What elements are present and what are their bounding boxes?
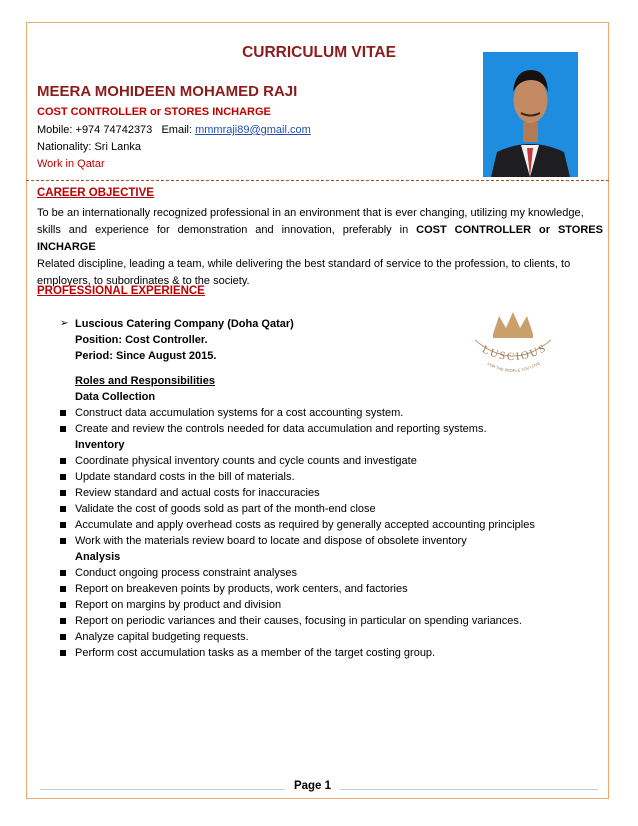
- square-bullet-icon: [60, 458, 66, 464]
- objective-line: To be an internationally recognized professional in an environment that is ever changing, utilizing my knowledge,: [37, 207, 584, 219]
- career-objective-text: [37, 205, 603, 290]
- nationality-text: Nationality: Sri Lanka: [37, 141, 141, 153]
- period-text: Period: Since August 2015.: [75, 350, 217, 362]
- position-text: Position: Cost Controller.: [75, 334, 208, 346]
- profile-photo: [483, 52, 578, 177]
- email-link[interactable]: mmmraji89@gmail.com: [195, 124, 311, 136]
- roles-heading: Roles and Responsibilities: [75, 375, 215, 387]
- square-bullet-icon: [60, 650, 66, 656]
- contact-line: [37, 124, 311, 136]
- luscious-logo: [463, 310, 563, 385]
- square-bullet-icon: [60, 506, 66, 512]
- square-bullet-icon: [60, 522, 66, 528]
- objective-bold-text: COST CONTROLLER or STORES INCHARGE: [37, 224, 603, 253]
- candidate-name: MEERA MOHIDEEN MOHAMED RAJI: [37, 83, 298, 100]
- career-objective-heading: CAREER OBJECTIVE: [37, 187, 154, 199]
- svg-text:LUSCIOUS: [480, 342, 549, 364]
- section-divider: [26, 180, 609, 181]
- email-label: Email:: [161, 124, 193, 136]
- section-title: Analysis: [75, 551, 121, 563]
- square-bullet-icon: [60, 602, 66, 608]
- square-bullet-icon: [60, 410, 66, 416]
- section-title: Inventory: [75, 439, 125, 451]
- company-name: Luscious Catering Company (Doha Qatar): [75, 318, 294, 330]
- square-bullet-icon: [60, 570, 66, 576]
- arrow-bullet-icon: ➢: [60, 318, 69, 329]
- square-bullet-icon: [60, 586, 66, 592]
- square-bullet-icon: [60, 634, 66, 640]
- square-bullet-icon: [60, 538, 66, 544]
- work-location-text: Work in Qatar: [37, 158, 105, 170]
- cv-title: CURRICULUM VITAE: [242, 44, 396, 61]
- square-bullet-icon: [60, 618, 66, 624]
- objective-line: [37, 222, 603, 256]
- objective-line: Related discipline, leading a team, while delivering the best standard of service to the profession, to clients, to: [37, 258, 571, 270]
- section-title: Data Collection: [75, 391, 156, 403]
- logo-tagline: FOR THE PEOPLE YOU LOVE: [486, 360, 541, 374]
- square-bullet-icon: [60, 490, 66, 496]
- mobile-text: Mobile: +974 74742373: [37, 124, 153, 136]
- candidate-role: COST CONTROLLER or STORES INCHARGE: [37, 106, 271, 118]
- objective-text: skills and experience for demonstration and innovation, preferably in: [37, 224, 417, 236]
- professional-experience-heading: PROFESSIONAL EXPERIENCE: [37, 285, 205, 297]
- square-bullet-icon: [60, 426, 66, 432]
- page-number: Page 1: [285, 780, 340, 792]
- logo-text: LUSCIOUS: [480, 341, 550, 364]
- square-bullet-icon: [60, 474, 66, 480]
- objective-line: employers, to subordinates & to the society.: [37, 275, 250, 287]
